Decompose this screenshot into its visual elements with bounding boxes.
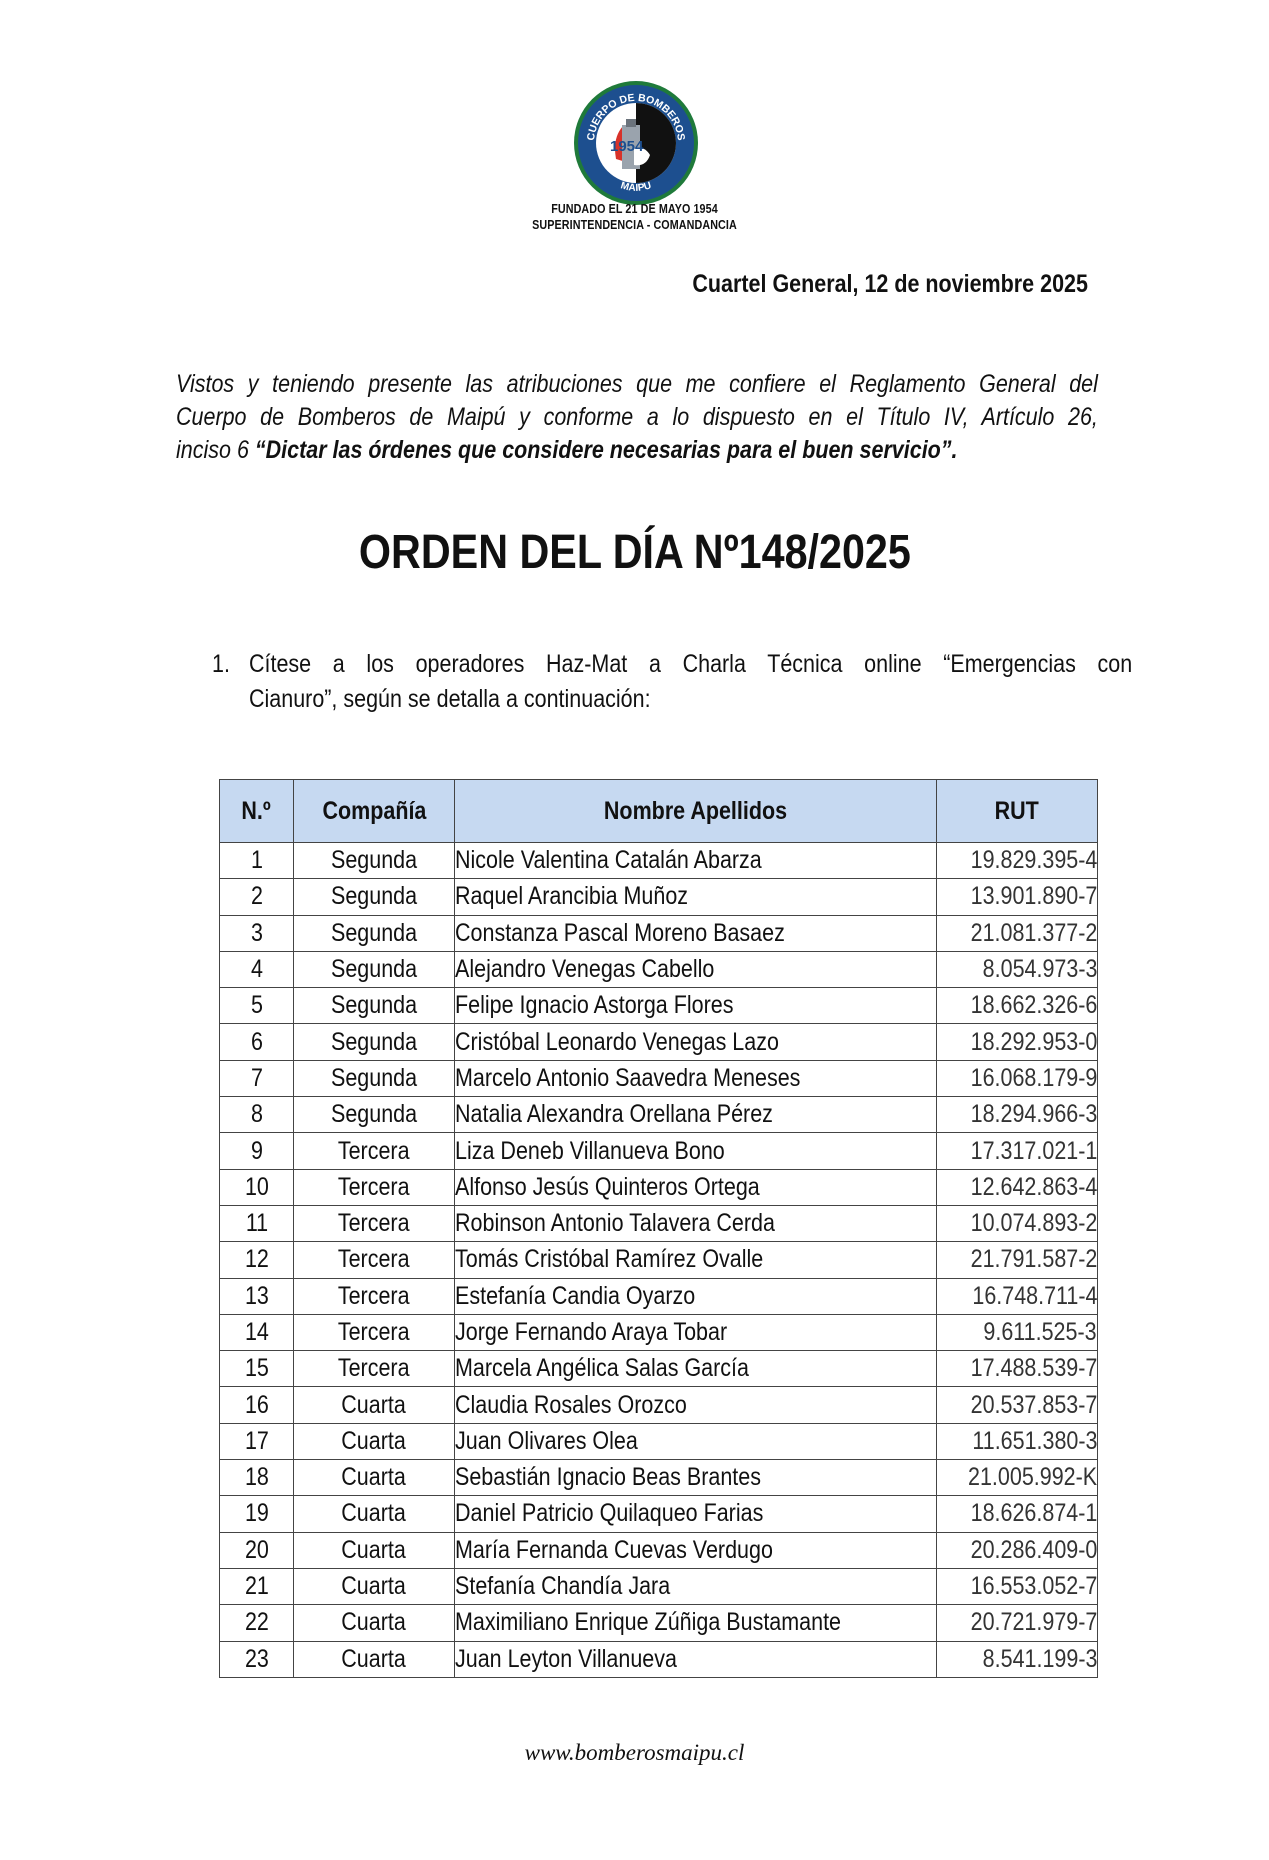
row-number: 10 (220, 1169, 294, 1205)
row-number: 12 (220, 1242, 294, 1278)
name-cell: Constanza Pascal Moreno Basaez (455, 915, 937, 951)
name-cell: Estefanía Candia Oyarzo (455, 1278, 937, 1314)
table-row (220, 1205, 1098, 1241)
seal-graphic (572, 79, 700, 207)
name-cell: Liza Deneb Villanueva Bono (455, 1133, 937, 1169)
rut-cell: 21.791.587-2 (937, 1242, 1098, 1278)
rut-cell: 12.642.863-4 (937, 1169, 1098, 1205)
row-number: 5 (220, 988, 294, 1024)
row-number: 18 (220, 1460, 294, 1496)
company-cell: Cuarta (294, 1605, 455, 1641)
table-row (220, 915, 1098, 951)
row-number: 21 (220, 1568, 294, 1604)
rut-cell: 19.829.395-4 (937, 843, 1098, 879)
row-number: 23 (220, 1641, 294, 1677)
company-cell: Tercera (294, 1351, 455, 1387)
item-number: 1. (212, 650, 230, 678)
table-row (220, 843, 1098, 879)
table-row (220, 1169, 1098, 1205)
company-cell: Cuarta (294, 1496, 455, 1532)
seal-ring-text: CUERPO DE BOMBEROS (584, 91, 688, 142)
name-cell: Robinson Antonio Talavera Cerda (455, 1205, 937, 1241)
table-row (220, 1097, 1098, 1133)
item-line: Cianuro”, según se detalla a continuación: (248, 685, 651, 713)
item-line: Cítese a los operadores Haz-Mat a Charla Técnica online “Emergencias con (248, 650, 1133, 678)
letterhead (0, 201, 1269, 233)
preamble-paragraph (176, 368, 1096, 467)
preamble-line: Cuerpo de Bomberos de Maipú y conforme a lo dispuesto en el Título IV, Artículo 26, (176, 403, 1098, 431)
rut-cell: 16.553.052-7 (937, 1568, 1098, 1604)
rut-cell: 13.901.890-7 (937, 879, 1098, 915)
row-number: 20 (220, 1532, 294, 1568)
company-cell: Segunda (294, 915, 455, 951)
letterhead-founded: FUNDADO EL 21 DE MAYO 1954 (551, 202, 718, 216)
rut-cell: 8.541.199-3 (937, 1641, 1098, 1677)
rut-cell: 18.626.874-1 (937, 1496, 1098, 1532)
table-row (220, 1314, 1098, 1350)
row-number: 11 (220, 1205, 294, 1241)
rut-cell: 17.317.021-1 (937, 1133, 1098, 1169)
company-cell: Segunda (294, 1024, 455, 1060)
company-cell: Segunda (294, 1060, 455, 1096)
name-cell: Natalia Alexandra Orellana Pérez (455, 1097, 937, 1133)
company-cell: Segunda (294, 951, 455, 987)
name-cell: María Fernanda Cuevas Verdugo (455, 1532, 937, 1568)
table-row (220, 1387, 1098, 1423)
preamble-prefix: inciso 6 (176, 436, 255, 464)
row-number: 7 (220, 1060, 294, 1096)
name-cell: Nicole Valentina Catalán Abarza (455, 843, 937, 879)
operators-table (219, 779, 1098, 1678)
name-cell: Juan Leyton Villanueva (455, 1641, 937, 1677)
rut-cell: 18.292.953-0 (937, 1024, 1098, 1060)
name-cell: Raquel Arancibia Muñoz (455, 879, 937, 915)
preamble-quote: “Dictar las órdenes que considere necesarias para el buen servicio”. (254, 436, 958, 464)
name-cell: Cristóbal Leonardo Venegas Lazo (455, 1024, 937, 1060)
preamble-line: Vistos y teniendo presente las atribuciones que me confiere el Reglamento General del (176, 370, 1098, 398)
name-cell: Juan Olivares Olea (455, 1423, 937, 1459)
name-cell: Daniel Patricio Quilaqueo Farias (455, 1496, 937, 1532)
rut-cell: 10.074.893-2 (937, 1205, 1098, 1241)
rut-cell: 21.081.377-2 (937, 915, 1098, 951)
company-cell: Segunda (294, 843, 455, 879)
company-cell: Segunda (294, 1097, 455, 1133)
table-row (220, 1568, 1098, 1604)
name-cell: Alfonso Jesús Quinteros Ortega (455, 1169, 937, 1205)
rut-cell: 20.537.853-7 (937, 1387, 1098, 1423)
rut-cell: 16.068.179-9 (937, 1060, 1098, 1096)
document-title: ORDEN DEL DÍA Nº148/2025 (358, 526, 911, 579)
rut-cell: 18.662.326-6 (937, 988, 1098, 1024)
table-row (220, 1278, 1098, 1314)
item-text (249, 647, 1132, 717)
rut-cell: 20.286.409-0 (937, 1532, 1098, 1568)
name-cell: Maximiliano Enrique Zúñiga Bustamante (455, 1605, 937, 1641)
table-row (220, 1641, 1098, 1677)
row-number: 1 (220, 843, 294, 879)
name-cell: Sebastián Ignacio Beas Brantes (455, 1460, 937, 1496)
table-row (220, 1423, 1098, 1459)
column-header: N.º (220, 780, 294, 843)
company-cell: Cuarta (294, 1568, 455, 1604)
table-row (220, 1532, 1098, 1568)
row-number: 2 (220, 879, 294, 915)
column-header: Compañía (294, 780, 455, 843)
rut-cell: 11.651.380-3 (937, 1423, 1098, 1459)
table-row (220, 988, 1098, 1024)
company-cell: Segunda (294, 988, 455, 1024)
table-row (220, 1133, 1098, 1169)
row-number: 9 (220, 1133, 294, 1169)
company-cell: Segunda (294, 879, 455, 915)
rut-cell: 9.611.525-3 (937, 1314, 1098, 1350)
rut-cell: 17.488.539-7 (937, 1351, 1098, 1387)
row-number: 14 (220, 1314, 294, 1350)
document-date: Cuartel General, 12 de noviembre 2025 (692, 270, 1088, 298)
row-number: 19 (220, 1496, 294, 1532)
company-cell: Tercera (294, 1133, 455, 1169)
table-row (220, 1496, 1098, 1532)
name-cell: Marcelo Antonio Saavedra Meneses (455, 1060, 937, 1096)
name-cell: Tomás Cristóbal Ramírez Ovalle (455, 1242, 937, 1278)
table-row (220, 1024, 1098, 1060)
seal-city-text: MAIPU (619, 180, 653, 194)
name-cell: Alejandro Venegas Cabello (455, 951, 937, 987)
table-row (220, 1351, 1098, 1387)
row-number: 22 (220, 1605, 294, 1641)
company-cell: Cuarta (294, 1387, 455, 1423)
row-number: 4 (220, 951, 294, 987)
company-cell: Cuarta (294, 1532, 455, 1568)
rut-cell: 21.005.992-K (937, 1460, 1098, 1496)
order-item (212, 647, 1132, 717)
rut-cell: 18.294.966-3 (937, 1097, 1098, 1133)
row-number: 17 (220, 1423, 294, 1459)
company-cell: Cuarta (294, 1641, 455, 1677)
website-footer: www.bomberosmaipu.cl (524, 1740, 745, 1765)
row-number: 8 (220, 1097, 294, 1133)
rut-cell: 16.748.711-4 (937, 1278, 1098, 1314)
name-cell: Felipe Ignacio Astorga Flores (455, 988, 937, 1024)
seal-year: 1954 (610, 138, 644, 155)
company-cell: Tercera (294, 1278, 455, 1314)
row-number: 15 (220, 1351, 294, 1387)
rut-cell: 8.054.973-3 (937, 951, 1098, 987)
company-cell: Tercera (294, 1314, 455, 1350)
preamble-line (176, 434, 1098, 467)
company-cell: Tercera (294, 1205, 455, 1241)
row-number: 13 (220, 1278, 294, 1314)
letterhead-office: SUPERINTENDENCIA - COMANDANCIA (532, 218, 737, 232)
company-cell: Cuarta (294, 1423, 455, 1459)
company-cell: Cuarta (294, 1460, 455, 1496)
company-cell: Tercera (294, 1242, 455, 1278)
name-cell: Marcela Angélica Salas García (455, 1351, 937, 1387)
name-cell: Stefanía Chandía Jara (455, 1568, 937, 1604)
company-cell: Tercera (294, 1169, 455, 1205)
row-number: 6 (220, 1024, 294, 1060)
table-row (220, 1460, 1098, 1496)
table-row (220, 879, 1098, 915)
row-number: 3 (220, 915, 294, 951)
table-row (220, 1060, 1098, 1096)
table-header-row (220, 780, 1098, 843)
column-header: RUT (937, 780, 1098, 843)
fire-department-seal-logo (572, 79, 700, 207)
row-number: 16 (220, 1387, 294, 1423)
table-row (220, 951, 1098, 987)
rut-cell: 20.721.979-7 (937, 1605, 1098, 1641)
column-header: Nombre Apellidos (455, 780, 937, 843)
name-cell: Claudia Rosales Orozco (455, 1387, 937, 1423)
table-row (220, 1605, 1098, 1641)
name-cell: Jorge Fernando Araya Tobar (455, 1314, 937, 1350)
table-row (220, 1242, 1098, 1278)
